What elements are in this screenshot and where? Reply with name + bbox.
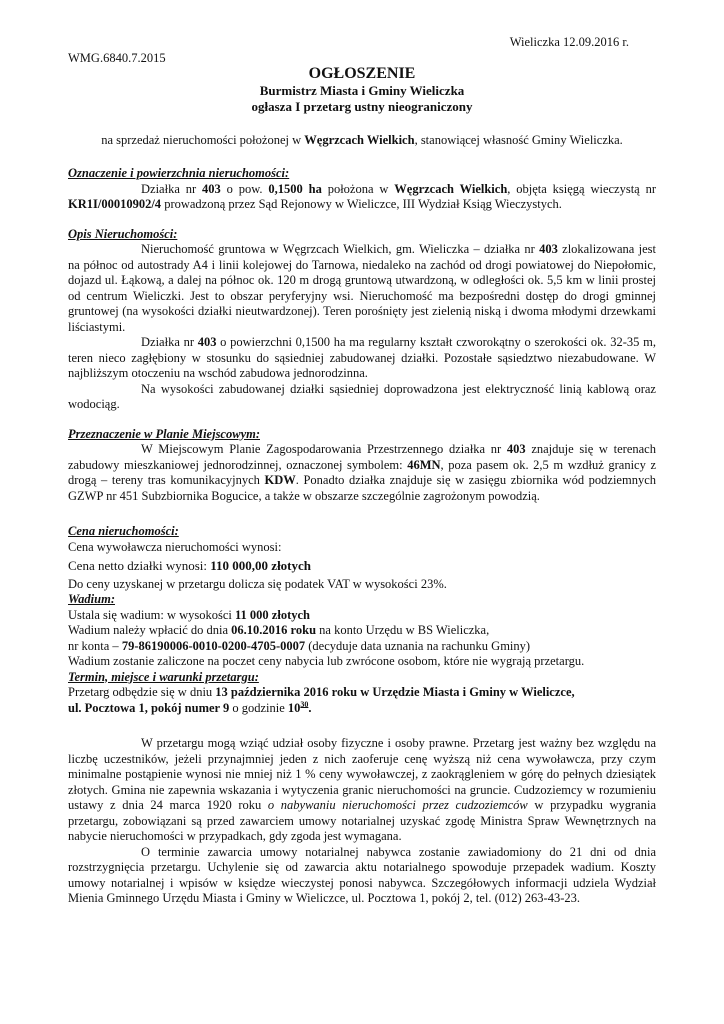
text: w przypadku wygrania przetargu, zobowiązani są przed zawarciem umowy notarialnej uzyskać zgodę Ministra Spraw Wewnętrznych na nabycie nieruchomości w przypadkach, gdy zgoda jest wymagana. [68, 798, 656, 843]
text: Wadium należy wpłacić do dnia [68, 623, 232, 637]
auction-room: ul. Pocztowa 1, pokój numer 9 [68, 700, 230, 715]
intro-post: , stanowiącej własność Gminy Wieliczka. [414, 133, 623, 147]
text: znajduje się w terenach zabudowy mieszkaniowej jednorodzinnej, oznaczonej symbolem: [68, 442, 656, 472]
land-register-number: KR1I/00010902/4 [68, 197, 162, 211]
section-heading-wadium: Wadium: [68, 592, 115, 606]
text: prowadzoną przez Sąd Rejonowy w Wieliczce, III Wydział Ksiąg Wieczystych. [161, 197, 562, 211]
termin-line-2 [68, 701, 656, 717]
cena-line-2 [68, 558, 656, 574]
opis-paragraph-3: Na wysokości zabudowanej działki sąsiedniej doprowadzona jest elektryczność linią kablową oraz wodociąg. [68, 381, 656, 411]
auction-minutes: 30 [300, 699, 309, 709]
text: (decyduje data uznania na rachunku Gminy) [305, 638, 531, 653]
text: położona w [321, 181, 395, 196]
zoning-symbol: 46MN [407, 457, 441, 472]
wadium-line-3 [68, 639, 656, 655]
document-body [68, 166, 656, 907]
plot-number: 403 [539, 242, 558, 256]
document-title: OGŁOSZENIE [308, 65, 416, 82]
bank-account-number: 79-86190006-0010-0200-4705-0007 [121, 638, 306, 653]
wadium-line-2 [68, 623, 656, 639]
text: o powierzchni 0,1500 ha ma regularny kształt czworokątny o szerokości ok. 32-35 m, teren nieco zagłębiony w stosunku do sąsiedniej zabudowanej działki. Pozostałe sąsiedztwo niezabudowane. W najbliższym otoczeniu na wschód zabudowa jednorodzinna. [68, 335, 656, 380]
spacer [68, 716, 656, 736]
opis-paragraph-1 [68, 242, 656, 335]
text: Ustala się wadium: w wysokości [68, 607, 235, 622]
text: . Ponadto działka znajduje się w zasięgu zbiornika wód podziemnych GZWP nr 451 Subzbiornika Bogucice, a także w obszarze szczególnie zagrożonym powodzią. [68, 473, 656, 503]
text: Cena netto działki wynosi: [68, 558, 211, 573]
text: Nieruchomość gruntowa w Węgrzcach Wielkich, gm. Wieliczka – działka nr [141, 242, 540, 256]
intro-place: Węgrzcach Wielkich [304, 133, 415, 147]
warunki-paragraph-2: O terminie zawarcia umowy notarialnej nabywca zostanie zawiadomiony do 21 dni od dnia rozstrzygnięcia przetargu. Uchylenie się od zawarcia aktu notarialnego spowoduje przepadek wadium. Koszty umowy notarialnej i wpisów w księdze wieczystej ponosi nabywca. Szczegółowych informacji udziela Wydział Mienia Gminnego Urzędu Miasta i Gminy w Wieliczce, ul. Pocztowa 1, pokój 2, tel. (012) 263-43-23. [68, 844, 656, 905]
net-price: 110 000,00 złotych [210, 558, 312, 573]
auction-hour: 10 [287, 700, 301, 715]
termin-line-1 [68, 685, 656, 701]
auction-date-place: 13 października 2016 roku w Urzędzie Miasta i Gminy w Wieliczce, [215, 685, 575, 699]
intro-pre: na sprzedaż nieruchomości położonej w [101, 133, 305, 147]
deposit-amount: 11 000 złotych [235, 607, 310, 622]
act-title: o nabywaniu nieruchomości przez cudzoziemców [267, 798, 528, 812]
text: Działka nr [141, 335, 198, 349]
spacer [68, 504, 656, 524]
text: Działka nr [141, 181, 202, 196]
reference-number: WMG.6840.7.2015 [68, 51, 166, 65]
plot-area: 0,1500 ha [268, 181, 322, 196]
text: o godzinie [229, 700, 288, 715]
deposit-deadline: 06.10.2016 roku [231, 623, 317, 637]
wadium-line-1 [68, 608, 656, 624]
text: na konto Urzędu w BS Wieliczka, [316, 623, 490, 637]
przeznaczenie-paragraph [68, 442, 656, 504]
plot-location: Węgrzcach Wielkich [394, 181, 508, 196]
announcement-line: ogłasza I przetarg ustny nieograniczony [251, 99, 473, 114]
title-block [0, 65, 724, 115]
auction-time [288, 701, 312, 715]
cena-line-3: Do ceny uzyskanej w przetargu dolicza się podatek VAT w wysokości 23%. [68, 576, 447, 591]
plot-number: 403 [202, 181, 221, 196]
opis-paragraph-2 [68, 335, 656, 382]
spacer [68, 213, 656, 227]
text: zlokalizowana jest na północ od autostrady A4 i linii kolejowej do Tarnowa, niedaleko na zachód od drogi powiatowej do Niepołomic, dojazd ul. Łąkową, a dalej na północ ok. 120 m drogą gruntową utwardzoną, w odległości ok. 5,5 km w linii prostej od centrum Wieliczki. Jest to obszar peryferyjny wsi. Nieruchomość ma bezpośredni dostęp do drogi gminnej gruntowej (na wysokości działki nieutwardzonej). Teren porośnięty jest zielenią niską i dwoma młodymi drzewkami liściastymi. [68, 242, 657, 334]
text: o pow. [220, 181, 269, 196]
text: Przetarg odbędzie się w dniu [68, 685, 216, 699]
section-heading-termin: Termin, miejsce i warunki przetargu: [68, 669, 259, 684]
intro-line [0, 133, 724, 149]
section-heading-oznaczenie: Oznaczenie i powierzchnia nieruchomości: [68, 166, 290, 180]
section-heading-cena: Cena nieruchomości: [68, 524, 179, 538]
text: W przetargu mogą wziąć udział osoby fizyczne i osoby prawne. Przetarg jest ważny bez względu na liczbę uczestników, jeżeli przynajmniej jeden z nich zaoferuje cenę wyższą niż cena wywoławcza, przy czym minimalne postąpienie wynosi nie mniej niż 1 % ceny wywoławczej, z zaokrągleniem w górę do pełnych dziesiątek złotych. Gmina nie zapewnia wskazania i wytyczenia granic nieruchomości na gruncie. Cudzoziemcy w rozumieniu ustawy z dnia 24 marca 1920 roku [68, 736, 656, 812]
text: , objęta księgą wieczystą nr [507, 181, 656, 196]
document-date: Wieliczka 12.09.2016 r. [509, 35, 629, 49]
road-symbol: KDW [264, 473, 296, 487]
warunki-paragraph-1 [68, 736, 656, 845]
text: nr konta – [68, 638, 122, 653]
text: , poza pasem ok. 2,5 m wzdłuż granicy z drogą – tereny tras komunikacyjnych [68, 457, 657, 487]
wadium-line-4: Wadium zostanie zaliczone na poczet ceny nabycia lub zwrócone osobom, które nie wygrają przetargu. [68, 654, 585, 668]
plot-number: 403 [197, 335, 217, 349]
cena-line-1: Cena wywoławcza nieruchomości wynosi: [68, 539, 282, 554]
section-heading-przeznaczenie: Przeznaczenie w Planie Miejscowym: [68, 426, 260, 441]
oznaczenie-paragraph [68, 182, 656, 213]
section-heading-opis: Opis Nieruchomości: [68, 226, 178, 241]
text: . [308, 700, 312, 715]
spacer [68, 413, 656, 427]
text: W Miejscowym Planie Zagospodarowania Przestrzennego działka nr [141, 442, 507, 456]
plot-number: 403 [506, 442, 526, 456]
issuer-line: Burmistrz Miasta i Gminy Wieliczka [259, 83, 465, 98]
